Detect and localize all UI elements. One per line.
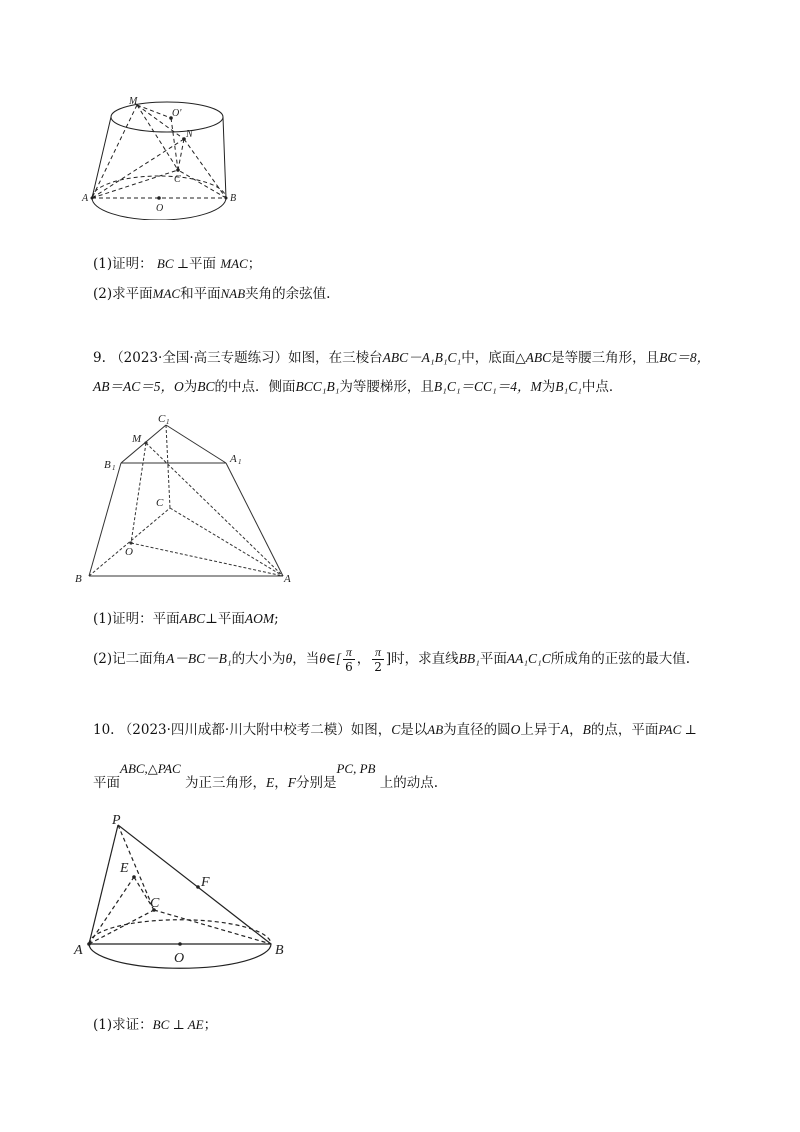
q8-p1-expr: BC ⊥ (156, 256, 190, 271)
q9-part2: (2)记二面角A－BC－B₁的大小为θ，当θ∈[ $\frac{\pi}{6}$ ， $\frac{\pi}{2}$ ]时，求直线BB₁平面AA₁C₁C所成角的正弦的最大值. (93, 645, 691, 674)
q9-part1: (1)证明：平面ABC⊥平面AOM; (93, 611, 279, 627)
label-C: C (156, 497, 164, 509)
frac-pi-6: $\frac{\pi}{6}$ (345, 645, 353, 674)
q9-source: （2023·全国·高三专题练习） (110, 350, 289, 366)
label-A1: A (230, 453, 237, 465)
label-C: C (150, 896, 160, 911)
label-E: E (120, 861, 129, 876)
q9-figure (70, 410, 300, 590)
label-O: O (156, 203, 164, 214)
q8-part1: (1)证明： BC ⊥平面 MAC； (93, 256, 262, 272)
q10-number: 10. (93, 722, 115, 738)
label-M: M (129, 96, 138, 107)
q10-part1: (1)求证：BC ⊥ AE； (93, 1017, 218, 1033)
label-A1-sub: 1 (238, 458, 242, 466)
label-P: P (112, 813, 121, 828)
top-ellipse (111, 102, 223, 132)
label-O: O (174, 951, 185, 966)
q8-part2: (2)求平面MAC和平面NAB夹角的余弦值. (93, 286, 331, 302)
label-B: B (275, 943, 284, 958)
label-A: A (284, 573, 291, 585)
q10-figure (70, 812, 300, 972)
label-O-prime: O' (172, 108, 182, 119)
q8-figure (80, 95, 250, 220)
label-C1-sub: 1 (166, 418, 170, 426)
label-B: B (230, 193, 237, 204)
q10-stem-line1: 10. （2023·四川成都·川大附中校考二模）如图，C是以AB为直径的圆O上异于A，B的点，平面PAC ⊥ (93, 722, 697, 738)
q9-number: 9. (93, 350, 106, 366)
label-A: A (74, 943, 83, 958)
q9-stem-line1: 9. （2023·全国·高三专题练习）如图，在三棱台ABC－A₁B₁C₁中，底面△ABC是等腰三角形，且BC＝8， (93, 350, 711, 366)
label-C: C (174, 174, 181, 185)
bottom-ellipse-back (92, 176, 226, 198)
label-C1: C (158, 413, 166, 425)
q10-source: （2023·四川成都·川大附中校考二模） (118, 722, 351, 738)
q9-stem-line2: AB＝AC＝5，O为BC的中点．侧面BCC₁B₁为等腰梯形，且B₁C₁＝CC₁＝4，M为B₁C₁中点． (93, 379, 623, 395)
frac-pi-2: $\frac{\pi}{2}$ (374, 645, 382, 674)
q10-stem-line2: 平面ABC,△PAC 为正三角形，E，F分别是PC, PB 上的动点. (93, 761, 439, 791)
label-B1-sub: 1 (112, 464, 116, 472)
label-B1: B (104, 459, 111, 471)
label-B: B (75, 573, 82, 585)
label-M: M (132, 433, 142, 445)
label-A: A (82, 193, 89, 204)
label-F: F (201, 875, 210, 890)
label-N: N (186, 129, 193, 140)
label-O: O (125, 546, 133, 558)
